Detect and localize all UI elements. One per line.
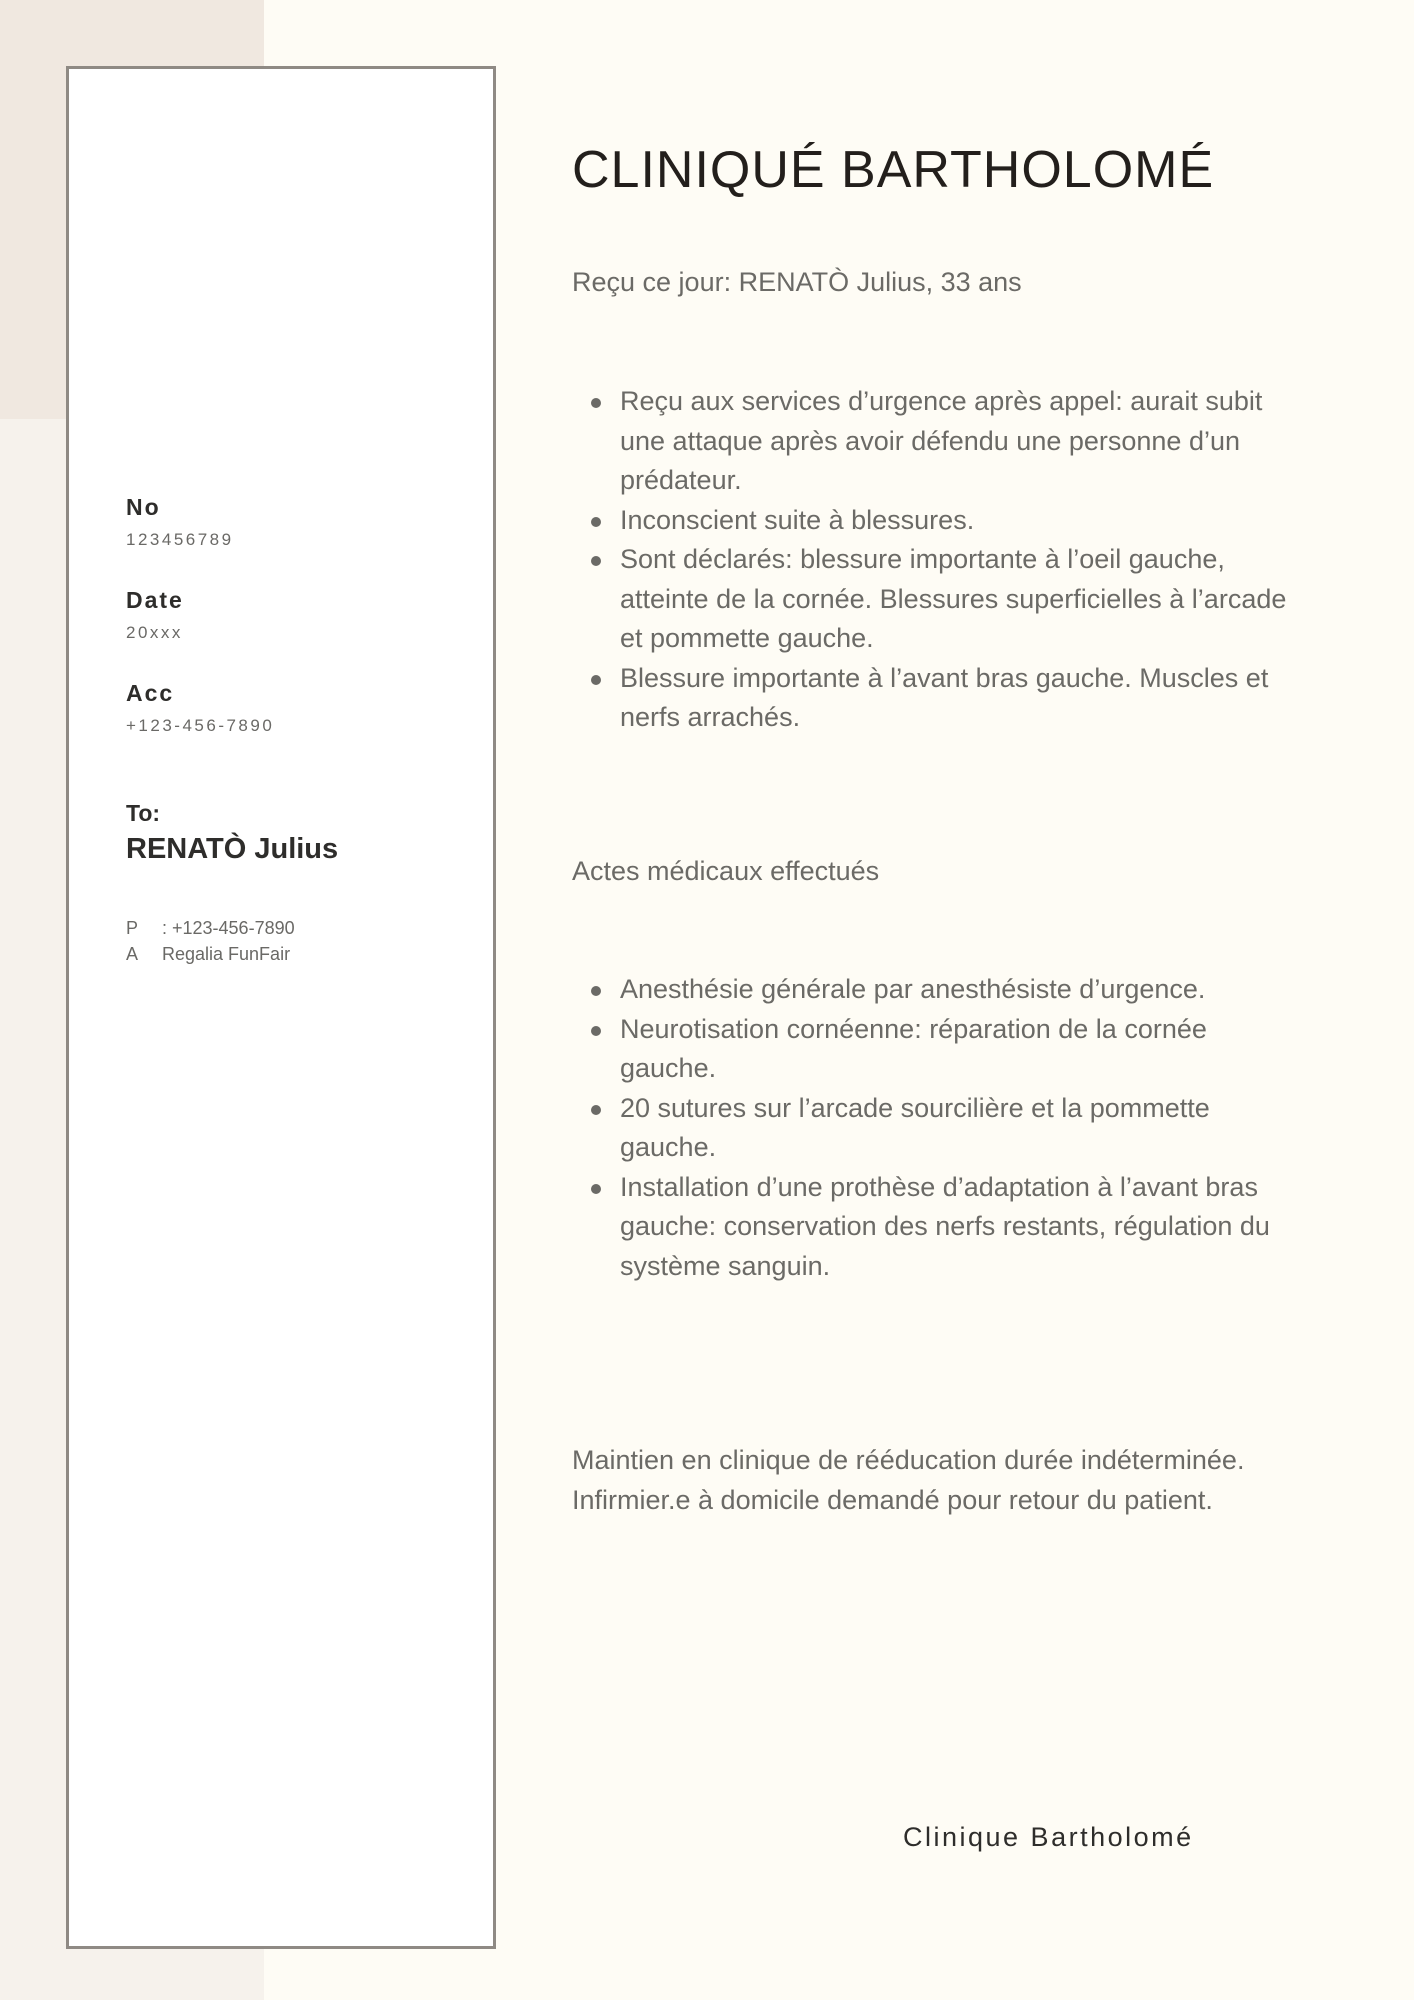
date-value: 20xxx	[126, 623, 183, 642]
acts-list	[591, 970, 1291, 1286]
conclusion	[572, 1441, 1272, 1520]
conclusion-line: Maintien en clinique de rééducation durée indéterminée.	[572, 1445, 1245, 1475]
list-item: Sont déclarés: blessure importante à l’oeil gauche, atteinte de la cornée. Blessures superficielles à l’arcade et pommette gauche.	[591, 540, 1291, 659]
list-item: Blessure importante à l’avant bras gauche. Muscles et nerfs arrachés.	[591, 659, 1291, 738]
to-label: To:	[126, 800, 161, 826]
list-item: Inconscient suite à blessures.	[591, 501, 1291, 541]
list-item: Installation d’une prothèse d’adaptation à l’avant bras gauche: conservation des nerfs restants, régulation du système sanguin.	[591, 1168, 1291, 1287]
conclusion-line: Infirmier.e à domicile demandé pour retour du patient.	[572, 1484, 1213, 1515]
received-line: Reçu ce jour: RENATÒ Julius, 33 ans	[572, 267, 1022, 297]
clinic-title: CLINIQUÉ BARTHOLOMÉ	[572, 141, 1215, 199]
signature: Clinique Bartholomé	[903, 1822, 1194, 1852]
info-panel	[66, 66, 496, 1949]
recipient-name: RENATÒ Julius	[126, 833, 339, 865]
account-label: Acc	[126, 680, 175, 706]
phone-key: P	[126, 918, 139, 938]
number-label: No	[126, 494, 161, 520]
findings-list	[591, 382, 1291, 738]
date-label: Date	[126, 587, 184, 613]
address-key: A	[126, 944, 139, 964]
list-item: Reçu aux services d’urgence après appel: aurait subit une attaque après avoir défendu une personne d’un prédateur.	[591, 382, 1291, 501]
address-value: Regalia FunFair	[162, 944, 291, 964]
phone-value: : +123-456-7890	[162, 918, 295, 938]
account-value: +123-456-7890	[126, 716, 275, 735]
number-value: 123456789	[126, 530, 234, 549]
list-item: 20 sutures sur l’arcade sourcilière et la pommette gauche.	[591, 1089, 1291, 1168]
list-item: Neurotisation cornéenne: réparation de la cornée gauche.	[591, 1010, 1291, 1089]
list-item: Anesthésie générale par anesthésiste d’urgence.	[591, 970, 1291, 1010]
acts-heading: Actes médicaux effectués	[572, 856, 880, 886]
